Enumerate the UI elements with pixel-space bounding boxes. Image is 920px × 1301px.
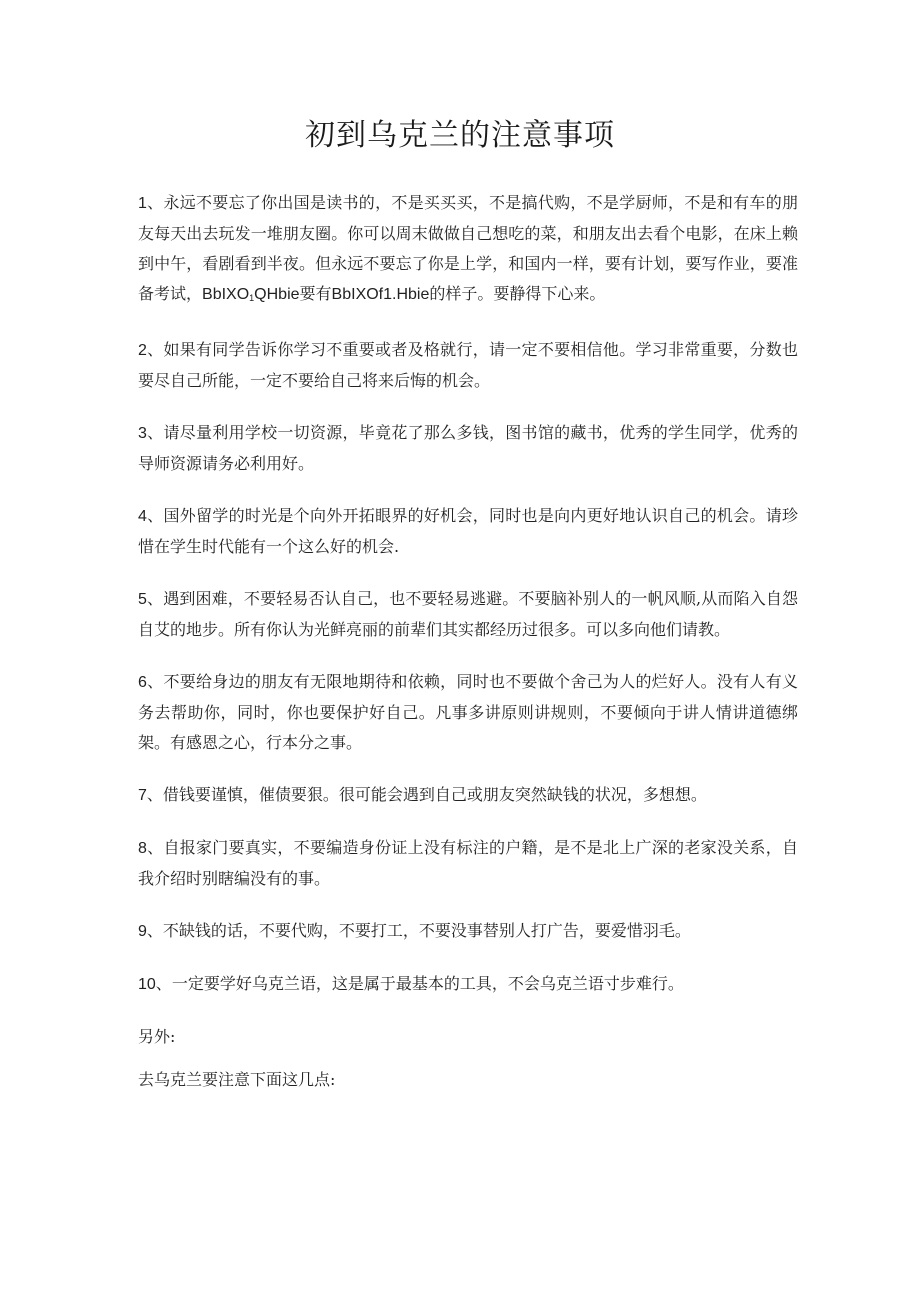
list-item-9 xyxy=(138,916,798,947)
item-number: 1 xyxy=(138,195,147,212)
item-number: 8 xyxy=(138,840,147,857)
item-number: 2 xyxy=(138,342,147,359)
latin-text: BbIXOf1.Hbie xyxy=(331,286,430,303)
latin-subscript: 1 xyxy=(249,293,255,303)
item-separator: 、 xyxy=(146,340,164,359)
item-number: 6 xyxy=(138,674,147,691)
item-number: 3 xyxy=(138,425,147,442)
item-text: 如果有同学告诉你学习不重要或者及格就行，请一定不要相信他。学习非常重要，分数也要尽自己所能，一定不要给自己将来后悔的机会。 xyxy=(138,340,798,390)
item-number: 9 xyxy=(138,923,147,940)
item-text: 不缺钱的话，不要代购，不要打工，不要没事替别人打广告，要爱惜羽毛。 xyxy=(162,921,691,940)
list-item-7 xyxy=(138,780,798,811)
list-item-6 xyxy=(138,667,798,758)
item-separator: 、 xyxy=(146,921,163,940)
item-number: 10 xyxy=(138,976,156,993)
item-text: 不要给身边的朋友有无限地期待和依赖，同时也不要做个舍己为人的烂好人。没有人有义务去帮助你，同时，你也要保护好自己。凡事多讲原则讲规则，不要倾向于讲人情讲道德绑架。有感恩之心，行本分之事。 xyxy=(138,672,798,752)
item-text: 的样子。要静得下心来。 xyxy=(429,284,606,303)
document-body xyxy=(138,188,798,1117)
extra-intro: 去乌克兰要注意下面这几点: xyxy=(138,1070,336,1089)
item-text: 国外留学的时光是个向外开拓眼界的好机会，同时也是向内更好地认识自己的机会。请珍惜在学生时代能有一个这么好的机会. xyxy=(138,506,798,556)
item-separator: 、 xyxy=(146,672,164,691)
latin-text: BbIXO xyxy=(202,286,250,303)
list-item-4 xyxy=(138,501,798,562)
item-separator: 、 xyxy=(146,423,164,442)
list-item-3 xyxy=(138,418,798,479)
item-text: 遇到困难，不要轻易否认自己，也不要轻易逃避。不要脑补别人的一帆风顺,从而陷入自怨自艾的地步。所有你认为光鲜亮丽的前辈们其实都经历过很多。可以多向他们请教。 xyxy=(138,589,798,639)
item-number: 7 xyxy=(138,787,147,804)
list-item-5 xyxy=(138,584,798,645)
item-separator: 、 xyxy=(146,785,163,804)
item-text: 自报家门要真实，不要编造身份证上没有标注的户籍，是不是北上广深的老家没关系，自我介绍时别瞎编没有的事。 xyxy=(138,838,798,888)
list-item-10 xyxy=(138,969,798,1000)
item-text: 永远不要忘了你出国是读书的，不是买买买，不是搞代购，不是学厨师，不是和有车的朋友每天出去玩发一堆朋友圈。你可以周末做做自己想吃的菜，和朋友出去看个电影，在床上赖到中午，看剧看到半夜。但永远不要忘了你是上学，和国内一样，要有计划，要写作业，要准备考试， xyxy=(138,193,798,303)
item-separator: 、 xyxy=(146,506,164,525)
item-text: 借钱要谨慎，催债要狠。很可能会遇到自己或朋友突然缺钱的状况，多想想。 xyxy=(162,785,707,804)
extra-label: 另外: xyxy=(138,1027,176,1046)
item-text: 要有 xyxy=(299,284,332,303)
list-item-8 xyxy=(138,833,798,894)
item-separator: 、 xyxy=(146,193,164,212)
item-text: 请尽量利用学校一切资源，毕竟花了那么多钱，图书馆的藏书，优秀的学生同学，优秀的导师资源请务必利用好。 xyxy=(138,423,798,473)
list-item-1 xyxy=(138,188,798,313)
item-number: 4 xyxy=(138,508,147,525)
item-number: 5 xyxy=(138,591,147,608)
item-text: 一定要学好乌克兰语，这是属于最基本的工具，不会乌克兰语寸步难行。 xyxy=(171,974,684,993)
document-title: 初到乌克兰的注意事项 xyxy=(305,118,615,153)
item-separator: 、 xyxy=(146,589,164,608)
item-separator: 、 xyxy=(155,974,172,993)
list-item-2 xyxy=(138,335,798,396)
item-separator: 、 xyxy=(146,838,164,857)
latin-text: QHbie xyxy=(254,286,300,303)
